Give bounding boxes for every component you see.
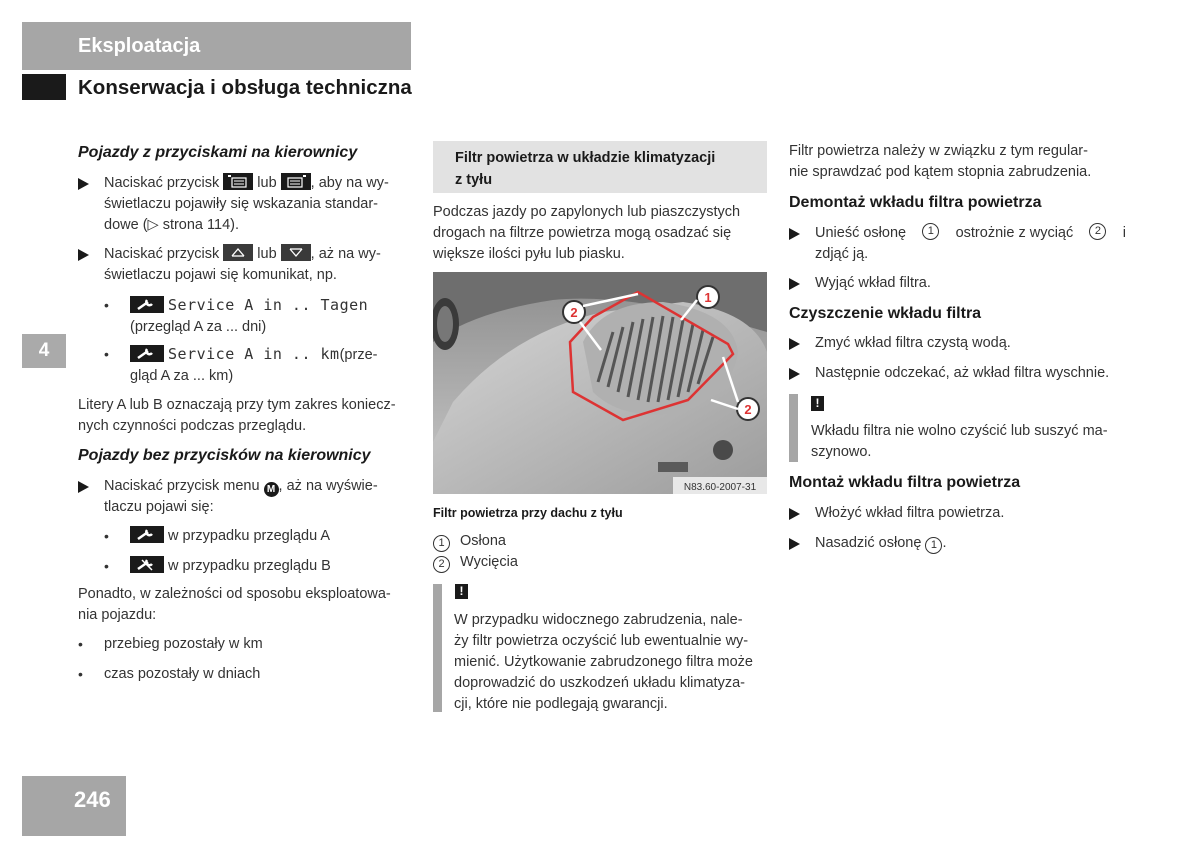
legend-item: 1 Osłona bbox=[433, 531, 767, 552]
arrow-bullet-icon bbox=[789, 228, 800, 240]
wrench-icon bbox=[130, 526, 164, 543]
section-title: Konserwacja i obsługa techniczna bbox=[78, 76, 412, 99]
chapter-tab-number: 4 bbox=[38, 340, 50, 361]
arrow-bullet-icon bbox=[78, 249, 89, 261]
page-number-box bbox=[22, 776, 126, 836]
filter-photo bbox=[433, 272, 767, 494]
warning-icon: ! bbox=[455, 584, 468, 599]
warning-icon: ! bbox=[811, 396, 824, 411]
callout-2b: 2 bbox=[744, 402, 752, 417]
up-button-icon bbox=[223, 244, 253, 261]
filter-illustration bbox=[433, 272, 767, 494]
paragraph: Ponadto, w zależności od sposobu eksploatowa- nia pojazdu: bbox=[78, 586, 391, 623]
callout-2: 2 bbox=[570, 305, 578, 320]
arrow-bullet-icon bbox=[789, 368, 800, 380]
wrench-b-icon bbox=[130, 556, 164, 573]
wrench-icon bbox=[130, 296, 164, 313]
heading-cleaning: Czyszczenie wkładu filtra bbox=[789, 305, 982, 322]
warning-text: Wkładu filtra nie wolno czyścić lub suszyć ma- szynowo. bbox=[811, 423, 1108, 460]
arrow-bullet-icon bbox=[789, 538, 800, 550]
arrow-bullet-icon bbox=[78, 178, 89, 190]
heading-without-buttons: Pojazdy bez przycisków na kierownicy bbox=[78, 447, 371, 464]
wrench-icon bbox=[130, 345, 164, 362]
header-marker bbox=[22, 74, 66, 100]
figure-code: N83.60-2007-31 bbox=[683, 482, 757, 493]
heading-removal: Demontaż wkładu filtra powietrza bbox=[789, 194, 1042, 211]
chapter-header bbox=[22, 22, 411, 70]
warning-bar bbox=[433, 584, 442, 712]
down-button-icon bbox=[281, 244, 311, 261]
warning-text: W przypadku widocznego zabrudzenia, nale- ży filtr powietrza oczyścić lub ewentualnie wy- mienić. Użytkowanie zabrudzonego filtra może doprowadzić do uszkodzeń układu klimatyza- cji, które nie podlegają gwarancji. bbox=[454, 612, 753, 712]
warning-bar bbox=[789, 394, 798, 462]
number-1-icon: 1 bbox=[433, 535, 450, 552]
legend-item: 2 Wycięcia bbox=[433, 552, 767, 573]
arrow-bullet-icon bbox=[789, 508, 800, 520]
display-button-icon bbox=[223, 173, 253, 190]
arrow-bullet-icon bbox=[78, 481, 89, 493]
number-2-icon: 2 bbox=[1089, 223, 1106, 240]
topic-box: Filtr powietrza w układzie klimatyzacji z tyłu bbox=[433, 141, 767, 193]
arrow-bullet-icon bbox=[789, 338, 800, 350]
number-2-icon: 2 bbox=[433, 556, 450, 573]
display-button-2-icon bbox=[281, 173, 311, 190]
callout-1: 1 bbox=[704, 290, 712, 305]
number-1-icon: 1 bbox=[925, 537, 942, 554]
menu-button-icon: M bbox=[264, 482, 279, 497]
chapter-title: Eksploatacja bbox=[78, 35, 201, 57]
paragraph: Litery A lub B oznaczają przy tym zakres koniecz- nych czynności podczas przeglądu. bbox=[78, 397, 396, 434]
heading-install: Montaż wkładu filtra powietrza bbox=[789, 474, 1021, 491]
page-number: 246 bbox=[74, 787, 111, 812]
arrow-bullet-icon bbox=[789, 278, 800, 290]
heading-with-buttons: Pojazdy z przyciskami na kierownicy bbox=[78, 144, 358, 161]
paragraph: Podczas jazdy po zapylonych lub piaszczystych drogach na filtrze powietrza mogą osadzać się większe ilości pyłu lub piasku. bbox=[433, 204, 741, 262]
number-1-icon: 1 bbox=[922, 223, 939, 240]
figure-caption: Filtr powietrza przy dachu z tyłu bbox=[433, 506, 623, 520]
chapter-tab bbox=[22, 334, 66, 368]
paragraph: Filtr powietrza należy w związku z tym regular- nie sprawdzać pod kątem stopnia zabrudzenia. bbox=[789, 143, 1092, 180]
